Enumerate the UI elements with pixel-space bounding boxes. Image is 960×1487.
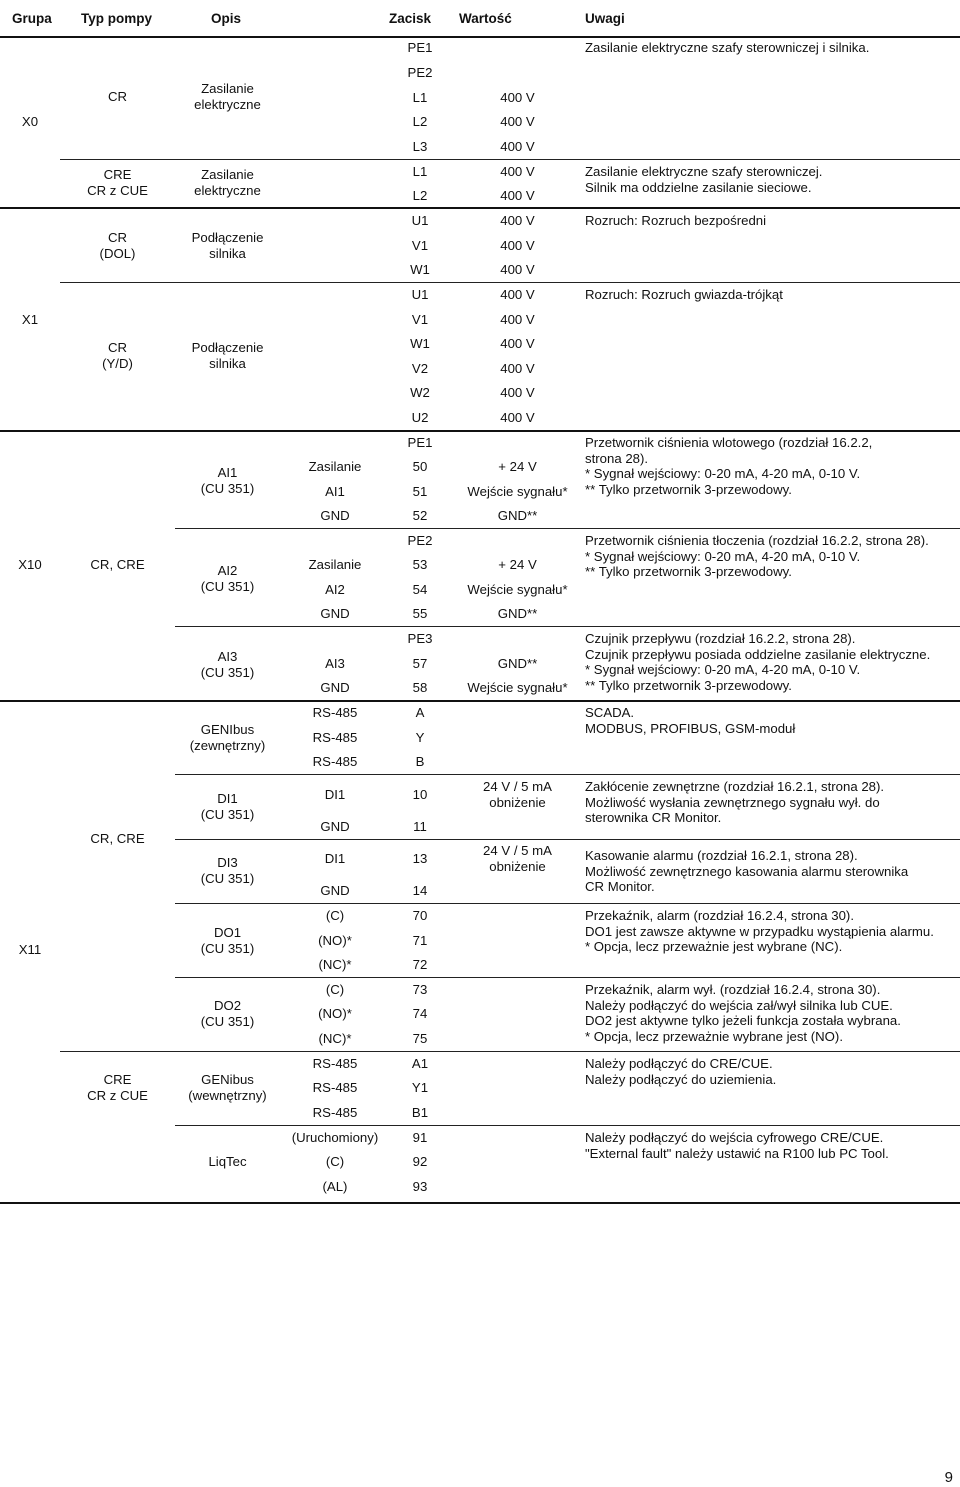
terminal: 72 xyxy=(412,957,428,972)
value: 400 V xyxy=(500,188,535,203)
row-divider xyxy=(60,1051,960,1052)
value: 400 V xyxy=(500,336,535,351)
header-wartosc: Wartość xyxy=(459,11,512,26)
x0-r2-desc-2: elektryczne xyxy=(194,183,261,198)
terminal: 54 xyxy=(412,582,428,597)
zacisk-sub: Zasilanie xyxy=(308,459,362,474)
x0-r2-desc-1: Zasilanie xyxy=(201,167,254,182)
terminal: L3 xyxy=(412,139,428,154)
value: 400 V xyxy=(500,410,535,425)
group-x0: X0 xyxy=(21,114,39,129)
zacisk-sub: (NO)* xyxy=(318,933,352,948)
header-uwagi: Uwagi xyxy=(585,11,625,26)
x11-di1-desc-1: DI1 xyxy=(217,791,238,806)
value: 400 V xyxy=(500,238,535,253)
zacisk-sub: GND xyxy=(320,883,350,898)
zacisk-sub: RS-485 xyxy=(312,705,358,720)
header-typ-pompy: Typ pompy xyxy=(81,11,153,26)
zacisk-sub: (C) xyxy=(325,908,345,923)
group-rule xyxy=(0,207,960,209)
value: Wejście sygnału* xyxy=(467,680,568,695)
terminal: V1 xyxy=(411,238,429,253)
terminal: A1 xyxy=(411,1056,429,1071)
terminal: 58 xyxy=(412,680,428,695)
terminal: U1 xyxy=(411,213,429,228)
terminal: L2 xyxy=(412,114,428,129)
x10-type: CR, CRE xyxy=(90,557,145,572)
terminal: W1 xyxy=(410,262,430,277)
terminal: 52 xyxy=(412,508,428,523)
x11-genibus-int-desc-1: GENibus xyxy=(201,1072,254,1087)
value: 400 V xyxy=(500,287,535,302)
x0-r2-note: Zasilanie elektryczne szafy sterowniczej. Silnik ma oddzielne zasilanie sieciowe. xyxy=(585,164,823,195)
x11-di3-note: Kasowanie alarmu (rozdział 16.2.1, strona 28). Możliwość zewnętrznego kasowania alarmu sterownika CR Monitor. xyxy=(585,848,909,894)
terminal: 73 xyxy=(412,982,428,997)
value: Wejście sygnału* xyxy=(467,582,568,597)
terminal: 53 xyxy=(412,557,428,572)
value: GND** xyxy=(497,656,538,671)
zacisk-sub: GND xyxy=(320,606,350,621)
terminal: U1 xyxy=(411,287,429,302)
x1-r1-note: Rozruch: Rozruch bezpośredni xyxy=(585,213,767,228)
zacisk-sub: (NC)* xyxy=(318,1031,352,1046)
terminal: B xyxy=(415,754,425,769)
group-x11: X11 xyxy=(18,942,42,957)
x10-ai2-desc-2: (CU 351) xyxy=(200,579,255,594)
terminal: PE3 xyxy=(407,631,433,646)
x10-ai3-note: Czujnik przepływu (rozdział 16.2.2, strona 28). Czujnik przepływu posiada oddzielne zasilanie elektryczne. * Sygnał wejściowy: 0-20 mA, 4-20 mA, 0-10 V. ** Tylko przetwornik 3-przewodowy. xyxy=(585,631,931,693)
x11-di3-value-1: 24 V / 5 mA xyxy=(483,843,552,858)
terminal: PE2 xyxy=(407,533,433,548)
x1-r1-type-1: CR xyxy=(107,230,128,245)
x0-r1-desc-2: elektryczne xyxy=(194,97,261,112)
terminal: W2 xyxy=(410,385,430,400)
table-bottom-rule xyxy=(0,1202,960,1204)
terminal: V2 xyxy=(411,361,429,376)
value: 400 V xyxy=(500,312,535,327)
x10-ai2-desc-1: AI2 xyxy=(217,563,238,578)
x1-r2-desc-1: Podłączenie xyxy=(191,340,264,355)
terminal: PE2 xyxy=(407,65,433,80)
x1-r2-type-1: CR xyxy=(107,340,128,355)
page-number: 9 xyxy=(944,1469,953,1486)
zacisk-sub: RS-485 xyxy=(312,1056,358,1071)
terminal: 10 xyxy=(412,787,428,802)
x11-di1-note: Zakłócenie zewnętrzne (rozdział 16.2.1, strona 28). Możliwość wysłania zewnętrznego sygnału wył. do sterownika CR Monitor. xyxy=(585,779,885,825)
value: GND** xyxy=(497,508,538,523)
terminal: L1 xyxy=(412,164,428,179)
zacisk-sub: Zasilanie xyxy=(308,557,362,572)
value: 400 V xyxy=(500,90,535,105)
x10-ai1-desc-2: (CU 351) xyxy=(200,481,255,496)
row-divider xyxy=(60,282,960,283)
group-x10: X10 xyxy=(18,557,42,572)
x0-r1-type: CR xyxy=(107,89,128,104)
row-divider xyxy=(175,1125,960,1126)
value: 400 V xyxy=(500,385,535,400)
terminal: Y1 xyxy=(411,1080,429,1095)
terminal: 70 xyxy=(412,908,428,923)
terminal: 93 xyxy=(412,1179,428,1194)
zacisk-sub: (AL) xyxy=(322,1179,348,1194)
x11-di3-value-2: obniżenie xyxy=(489,859,546,874)
x0-r2-type-1: CRE xyxy=(103,167,132,182)
zacisk-sub: GND xyxy=(320,680,350,695)
x0-r1-note: Zasilanie elektryczne szafy sterowniczej i silnika. xyxy=(585,40,870,55)
zacisk-sub: AI2 xyxy=(325,582,345,597)
x1-r1-desc-2: silnika xyxy=(209,246,246,261)
terminal: 51 xyxy=(412,484,428,499)
group-rule xyxy=(0,700,960,702)
row-divider xyxy=(175,839,960,840)
zacisk-sub: GND xyxy=(320,819,350,834)
terminal: 74 xyxy=(412,1006,428,1021)
x11-do2-desc-1: DO2 xyxy=(213,998,242,1013)
x11-di1-value-2: obniżenie xyxy=(489,795,546,810)
x11-liqtec-note: Należy podłączyć do wejścia cyfrowego CRE/CUE. "External fault" należy ustawić na R100 lub PC Tool. xyxy=(585,1130,889,1161)
x10-ai2-note: Przetwornik ciśnienia tłoczenia (rozdział 16.2.2, strona 28). * Sygnał wejściowy: 0-20 mA, 4-20 mA, 0-10 V. ** Tylko przetwornik 3-przewodowy. xyxy=(585,533,929,579)
value: 400 V xyxy=(500,164,535,179)
zacisk-sub: (Uruchomiony) xyxy=(291,1130,379,1145)
x0-r2-type-2: CR z CUE xyxy=(87,183,148,198)
zacisk-sub: (NO)* xyxy=(318,1006,352,1021)
value: GND** xyxy=(497,606,538,621)
header-opis: Opis xyxy=(211,11,242,26)
terminal: 55 xyxy=(412,606,428,621)
x11-do1-desc-1: DO1 xyxy=(213,925,242,940)
x11-do2-note: Przekaźnik, alarm wył. (rozdział 16.2.4, strona 30). Należy podłączyć do wejścia zał/wył silnika lub CUE. DO2 jest aktywne tylko jeżeli funkcja została wybrana. * Opcja, lecz przeważnie wybrane jest (NO). xyxy=(585,982,901,1044)
zacisk-sub: RS-485 xyxy=(312,730,358,745)
terminal: 75 xyxy=(412,1031,428,1046)
value: + 24 V xyxy=(498,459,537,474)
zacisk-sub: RS-485 xyxy=(312,1080,358,1095)
row-divider xyxy=(175,626,960,627)
zacisk-sub: RS-485 xyxy=(312,754,358,769)
x11-type-a: CR, CRE xyxy=(90,831,145,846)
value: 400 V xyxy=(500,262,535,277)
zacisk-sub: DI1 xyxy=(324,851,346,866)
group-rule xyxy=(0,430,960,432)
row-divider xyxy=(175,528,960,529)
terminal: 50 xyxy=(412,459,428,474)
x11-genibus-int-note: Należy podłączyć do CRE/CUE. Należy podłączyć do uziemienia. xyxy=(585,1056,777,1087)
row-divider xyxy=(175,903,960,904)
terminal: 11 xyxy=(413,819,427,834)
x11-genibus-ext-desc-1: GENIbus xyxy=(200,722,255,737)
header-rule xyxy=(0,36,960,38)
group-x1: X1 xyxy=(21,312,39,327)
x1-r2-desc-2: silnika xyxy=(209,356,246,371)
value: 400 V xyxy=(500,139,535,154)
zacisk-sub: GND xyxy=(320,508,350,523)
row-divider xyxy=(60,159,960,160)
x10-ai3-desc-2: (CU 351) xyxy=(200,665,255,680)
terminal: V1 xyxy=(411,312,429,327)
value: 400 V xyxy=(500,213,535,228)
terminal: 13 xyxy=(412,851,428,866)
terminal: W1 xyxy=(410,336,430,351)
x11-type-b-2: CR z CUE xyxy=(87,1088,148,1103)
x11-di3-desc-1: DI3 xyxy=(217,855,238,870)
value: + 24 V xyxy=(498,557,537,572)
row-divider xyxy=(175,774,960,775)
x1-r1-type-2: (DOL) xyxy=(99,246,136,261)
x1-r2-note: Rozruch: Rozruch gwiazda-trójkąt xyxy=(585,287,783,302)
x11-do1-note: Przekaźnik, alarm (rozdział 16.2.4, strona 30). DO1 jest zawsze aktywne w przypadku wystąpienia alarmu. * Opcja, lecz przeważnie jest wybrane (NC). xyxy=(585,908,934,954)
terminal: 14 xyxy=(412,883,428,898)
terminal: 71 xyxy=(412,933,428,948)
terminal: L1 xyxy=(412,90,428,105)
x11-di3-desc-2: (CU 351) xyxy=(200,871,255,886)
x11-genibus-ext-note: SCADA. MODBUS, PROFIBUS, GSM-moduł xyxy=(585,705,796,736)
x11-di1-desc-2: (CU 351) xyxy=(200,807,255,822)
terminal: PE1 xyxy=(407,40,433,55)
x1-r1-desc-1: Podłączenie xyxy=(191,230,264,245)
terminal: 92 xyxy=(412,1154,428,1169)
x11-di1-value-1: 24 V / 5 mA xyxy=(483,779,552,794)
zacisk-sub: AI3 xyxy=(325,656,345,671)
x0-r1-desc-1: Zasilanie xyxy=(201,81,254,96)
x10-ai1-note: Przetwornik ciśnienia wlotowego (rozdział 16.2.2, strona 28). * Sygnał wejściowy: 0-20 mA, 4-20 mA, 0-10 V. ** Tylko przetwornik 3-przewodowy. xyxy=(585,435,873,497)
terminal: L2 xyxy=(412,188,428,203)
header-grupa: Grupa xyxy=(12,11,52,26)
x11-liqtec-desc: LiqTec xyxy=(208,1154,247,1169)
zacisk-sub: AI1 xyxy=(325,484,345,499)
x11-do2-desc-2: (CU 351) xyxy=(200,1014,255,1029)
zacisk-sub: DI1 xyxy=(324,787,346,802)
x11-do1-desc-2: (CU 351) xyxy=(200,941,255,956)
x10-ai1-desc-1: AI1 xyxy=(217,465,238,480)
header-zacisk: Zacisk xyxy=(389,11,432,26)
terminal: A xyxy=(415,705,425,720)
zacisk-sub: (C) xyxy=(325,982,345,997)
value: 400 V xyxy=(500,361,535,376)
x11-genibus-int-desc-2: (wewnętrzny) xyxy=(188,1088,267,1103)
terminal: U2 xyxy=(411,410,429,425)
terminal: 57 xyxy=(412,656,428,671)
terminal: PE1 xyxy=(407,435,433,450)
x11-type-b-1: CRE xyxy=(103,1072,132,1087)
x11-genibus-ext-desc-2: (zewnętrzny) xyxy=(189,738,266,753)
x10-ai3-desc-1: AI3 xyxy=(217,649,238,664)
row-divider xyxy=(175,977,960,978)
value: Wejście sygnału* xyxy=(467,484,568,499)
terminal: 91 xyxy=(412,1130,428,1145)
terminal: Y xyxy=(415,730,425,745)
zacisk-sub: (C) xyxy=(325,1154,345,1169)
terminal: B1 xyxy=(411,1105,429,1120)
zacisk-sub: (NC)* xyxy=(318,957,352,972)
value: 400 V xyxy=(500,114,535,129)
zacisk-sub: RS-485 xyxy=(312,1105,358,1120)
x1-r2-type-2: (Y/D) xyxy=(102,356,133,371)
